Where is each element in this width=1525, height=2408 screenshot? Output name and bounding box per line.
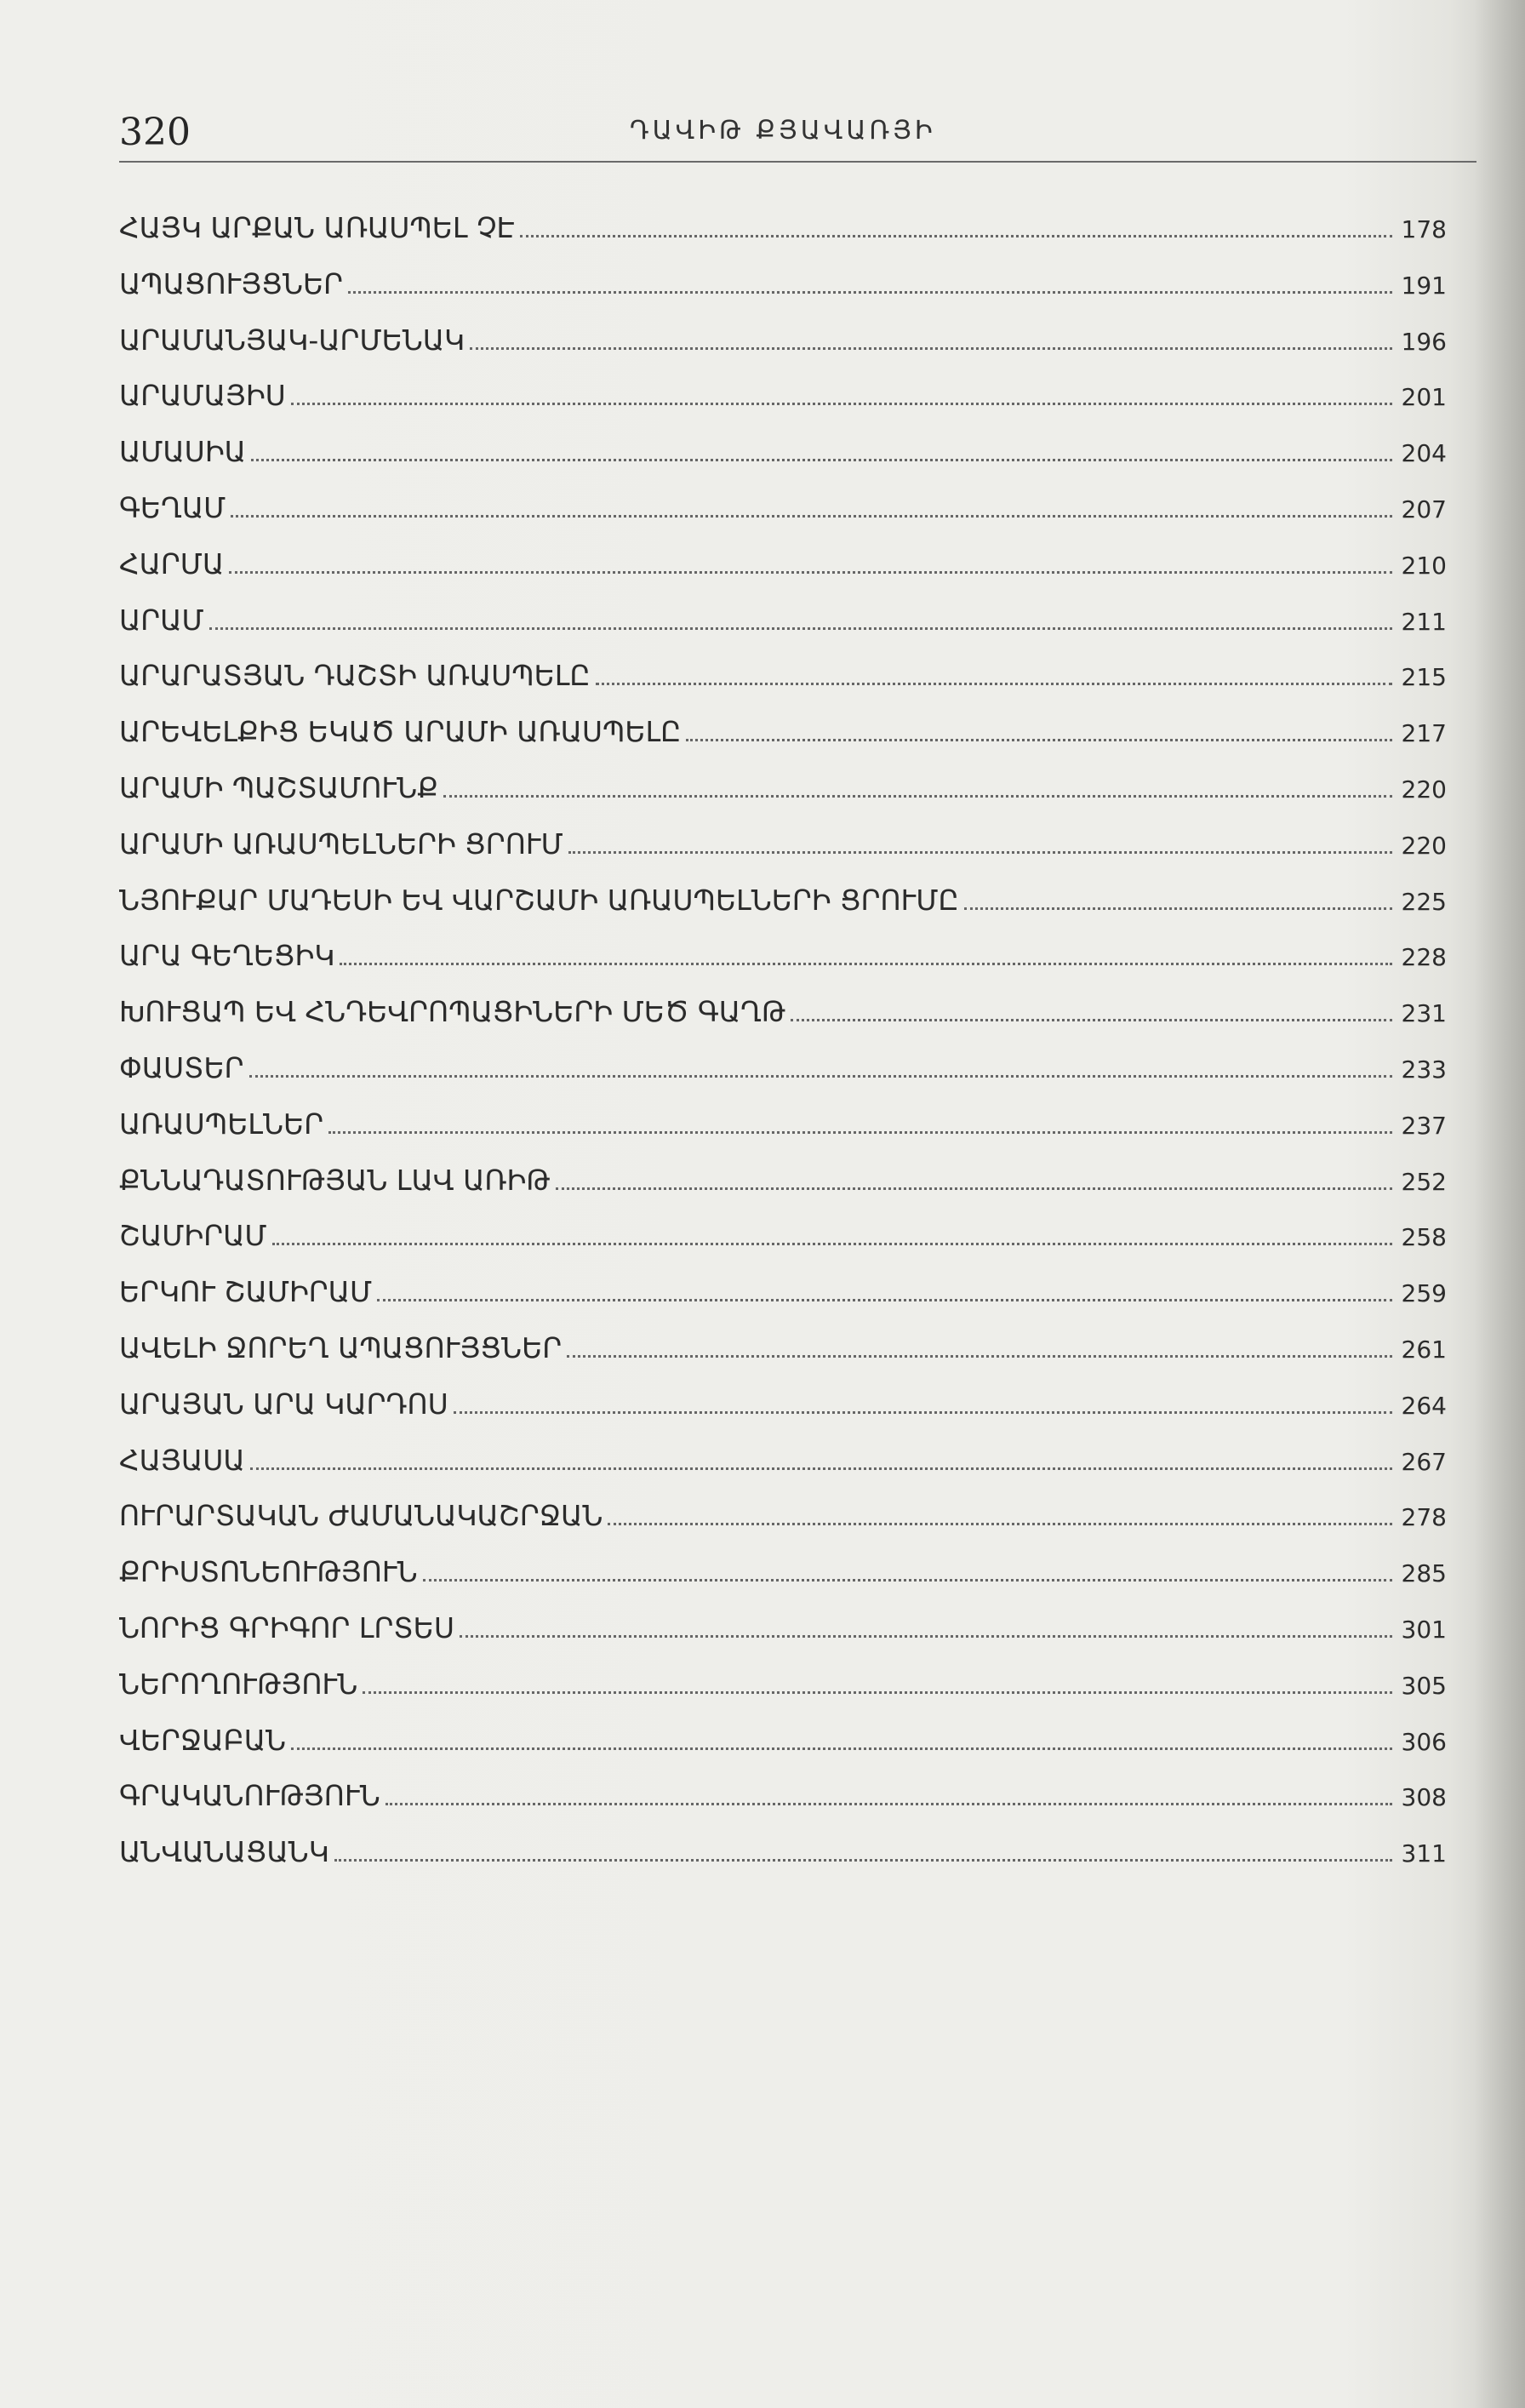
toc-entry-page-number: 207 — [1401, 495, 1447, 523]
dot-leader — [520, 234, 1392, 237]
toc-entry — [119, 995, 1447, 1051]
toc-entry-page-number: 211 — [1401, 607, 1447, 636]
toc-entry — [119, 1499, 1447, 1555]
toc-entry-title: ԱՊԱՑՈՒՅՑՆԵՐ — [119, 266, 344, 300]
toc-entry-page-number: 308 — [1401, 1783, 1447, 1812]
toc-entry-title: ԱՎԵԼԻ ՋՈՐԵՂ ԱՊԱՑՈՒՅՑՆԵՐ — [119, 1330, 563, 1364]
dot-leader — [251, 458, 1392, 461]
dot-leader — [791, 1018, 1392, 1021]
toc-entry-page-number: 220 — [1401, 831, 1447, 860]
dot-leader — [250, 1467, 1392, 1470]
toc-entry — [119, 1107, 1447, 1164]
dot-leader — [348, 290, 1392, 294]
toc-entry-page-number: 237 — [1401, 1111, 1447, 1140]
toc-entry-page-number: 305 — [1401, 1671, 1447, 1700]
toc-entry-page-number: 261 — [1401, 1335, 1447, 1364]
toc-entry-title: ՀԱՐՄԱ — [119, 546, 225, 581]
toc-entry-page-number: 306 — [1401, 1727, 1447, 1756]
dot-leader — [229, 570, 1392, 574]
toc-entry-page-number: 215 — [1401, 663, 1447, 692]
toc-entry — [119, 1555, 1447, 1611]
toc-entry-page-number: 252 — [1401, 1167, 1447, 1196]
toc-entry — [119, 379, 1447, 435]
toc-entry-page-number: 201 — [1401, 383, 1447, 412]
dot-leader — [460, 1634, 1392, 1638]
table-of-contents — [119, 211, 1447, 1891]
dot-leader — [291, 1747, 1392, 1750]
toc-entry-page-number: 204 — [1401, 439, 1447, 468]
toc-entry — [119, 715, 1447, 771]
toc-entry-title: ԽՈՒՑԱՊ ԵՎ ՀՆԴԵՎՐՈՊԱՑԻՆԵՐԻ ՄԵԾ ԳԱՂԹ — [119, 995, 786, 1029]
dot-leader — [454, 1410, 1392, 1414]
toc-entry-page-number: 231 — [1401, 999, 1447, 1028]
page-header — [119, 111, 1481, 162]
toc-entry — [119, 491, 1447, 547]
toc-entry-page-number: 264 — [1401, 1391, 1447, 1420]
dot-leader — [568, 850, 1392, 854]
dot-leader — [363, 1690, 1392, 1694]
toc-entry-title: ԱՆՎԱՆԱՑԱՆԿ — [119, 1835, 329, 1869]
toc-entry — [119, 1724, 1447, 1780]
dot-leader — [443, 794, 1392, 798]
toc-entry-title: ԱՐԱՄԱՆՅԱԿ-ԱՐՄԵՆԱԿ — [119, 323, 465, 357]
dot-leader — [334, 1858, 1392, 1862]
dot-leader — [608, 1522, 1392, 1525]
toc-entry-title: ԱՐԱՄ — [119, 603, 204, 637]
toc-entry-page-number: 259 — [1401, 1279, 1447, 1308]
toc-entry-title: ԱՐԱՅԱՆ ԱՐԱ ԿԱՐԴՈՍ — [119, 1387, 448, 1421]
toc-entry-title: ՔՐԻՍՏՈՆԵՈՒԹՅՈՒՆ — [119, 1555, 418, 1589]
toc-entry — [119, 1779, 1447, 1835]
toc-entry-title: ԱՐԱՐԱՏՅԱՆ ԴԱՇՏԻ ԱՌԱՍՊԵԼԸ — [119, 659, 591, 693]
toc-entry — [119, 1835, 1447, 1891]
dot-leader — [377, 1298, 1392, 1301]
dot-leader — [964, 907, 1392, 910]
toc-entry-title: ԳՐԱԿԱՆՈՒԹՅՈՒՆ — [119, 1779, 380, 1813]
toc-entry — [119, 267, 1447, 323]
page-edge-shadow — [1474, 0, 1525, 2408]
toc-entry — [119, 435, 1447, 491]
toc-entry — [119, 827, 1447, 884]
dot-leader — [209, 626, 1392, 630]
toc-entry-title: ԱՄԱՍԻԱ — [119, 435, 246, 469]
toc-entry-page-number: 285 — [1401, 1559, 1447, 1588]
toc-entry — [119, 603, 1447, 660]
toc-entry-page-number: 225 — [1401, 887, 1447, 916]
toc-entry — [119, 1164, 1447, 1220]
toc-entry-title: ՓԱՍՏԵՐ — [119, 1050, 244, 1084]
toc-entry-title: ՆՅՈՒՔԱՐ ՄԱԴԵՍԻ ԵՎ ՎԱՐՇԱՄԻ ԱՌԱՍՊԵԼՆԵՐԻ ՑՐՈՒՄԸ — [119, 883, 959, 917]
toc-entry-page-number: 233 — [1401, 1055, 1447, 1084]
toc-entry-title: ԱՐԱՄԻ ԱՌԱՍՊԵԼՆԵՐԻ ՑՐՈՒՄ — [119, 826, 563, 861]
toc-entry — [119, 323, 1447, 380]
toc-entry-page-number: 217 — [1401, 719, 1447, 748]
toc-entry — [119, 1051, 1447, 1107]
toc-entry-title: ՀԱՅԿ ԱՐՔԱՆ ԱՌԱՍՊԵԼ ՉԷ — [119, 211, 515, 244]
toc-entry-page-number: 178 — [1401, 215, 1447, 243]
toc-entry-title: ԱՐԵՎԵԼՔԻՑ ԵԿԱԾ ԱՐԱՄԻ ԱՌԱՍՊԵԼԸ — [119, 715, 682, 749]
dot-leader — [567, 1354, 1392, 1358]
toc-entry-title: ԳԵՂԱՄ — [119, 490, 226, 524]
toc-entry-page-number: 301 — [1401, 1615, 1447, 1644]
dot-leader — [470, 346, 1392, 350]
toc-entry-title: ՈՒՐԱՐՏԱԿԱՆ ԺԱՄԱՆԱԿԱՇՐՋԱՆ — [119, 1499, 603, 1533]
toc-entry-title: ՇԱՄԻՐԱՄ — [119, 1219, 267, 1253]
running-head: ԴԱՎԻԹ ՔՅԱՎԱՌՅԻ — [630, 116, 936, 146]
toc-entry-page-number: 267 — [1401, 1447, 1447, 1476]
toc-entry-page-number: 210 — [1401, 551, 1447, 580]
toc-entry-page-number: 278 — [1401, 1503, 1447, 1532]
dot-leader — [231, 514, 1392, 518]
dot-leader — [272, 1242, 1393, 1245]
dot-leader — [340, 962, 1392, 965]
toc-entry — [119, 771, 1447, 827]
dot-leader — [328, 1130, 1392, 1134]
toc-entry-title: ՆԵՐՈՂՈՒԹՅՈՒՆ — [119, 1667, 358, 1701]
toc-entry — [119, 1611, 1447, 1667]
toc-entry — [119, 884, 1447, 940]
toc-entry — [119, 547, 1447, 603]
dot-leader — [291, 402, 1392, 405]
toc-entry — [119, 659, 1447, 715]
toc-entry-page-number: 258 — [1401, 1223, 1447, 1252]
toc-entry-title: ՆՈՐԻՑ ԳՐԻԳՈՐ ԼՐՏԵՍ — [119, 1610, 454, 1644]
toc-entry-title: ՀԱՅԱՍԱ — [119, 1443, 245, 1477]
toc-entry-page-number: 311 — [1401, 1839, 1447, 1868]
toc-entry — [119, 1219, 1447, 1275]
toc-entry — [119, 1444, 1447, 1500]
toc-entry-page-number: 228 — [1401, 943, 1447, 972]
toc-entry-title: ՔՆՆԱԴԱՏՈՒԹՅԱՆ ԼԱՎ ԱՌԻԹ — [119, 1163, 551, 1197]
toc-entry-title: ԱՐԱՄԱՅԻՍ — [119, 379, 286, 413]
page-number: 320 — [119, 111, 191, 154]
dot-leader — [686, 738, 1392, 741]
toc-entry-page-number: 220 — [1401, 775, 1447, 804]
toc-entry — [119, 1667, 1447, 1724]
dot-leader — [249, 1074, 1392, 1078]
dot-leader — [386, 1802, 1392, 1805]
toc-entry-page-number: 196 — [1401, 327, 1447, 356]
toc-entry — [119, 1275, 1447, 1331]
dot-leader — [596, 682, 1392, 685]
toc-entry-page-number: 191 — [1401, 271, 1447, 300]
toc-entry — [119, 211, 1447, 267]
toc-entry-title: ԵՐԿՈՒ ՇԱՄԻՐԱՄ — [119, 1275, 373, 1309]
toc-entry — [119, 939, 1447, 995]
toc-entry-title: ԱՌԱՍՊԵԼՆԵՐ — [119, 1107, 324, 1141]
dot-leader — [423, 1578, 1392, 1582]
toc-entry — [119, 1331, 1447, 1387]
toc-entry — [119, 1387, 1447, 1444]
toc-entry-title: ՎԵՐՋԱԲԱՆ — [119, 1723, 287, 1757]
dot-leader — [556, 1187, 1392, 1190]
header-rule — [119, 161, 1476, 163]
toc-entry-title: ԱՐԱՄԻ ՊԱՇՏԱՄՈՒՆՔ — [119, 770, 439, 804]
toc-entry-title: ԱՐԱ ԳԵՂԵՑԻԿ — [119, 939, 335, 973]
